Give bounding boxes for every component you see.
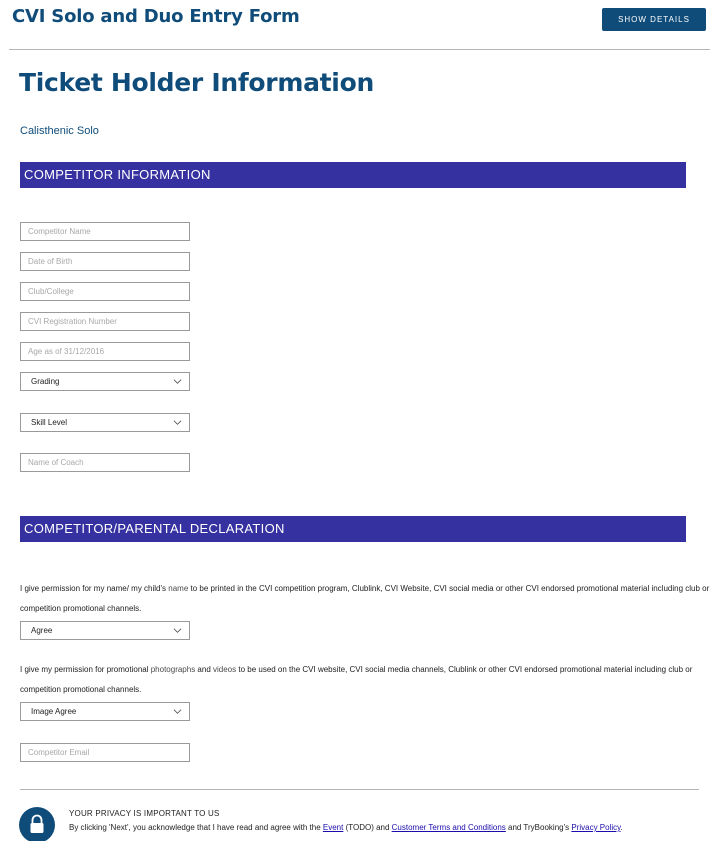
image-permission-photographs: photographs: [150, 665, 196, 674]
chevron-down-icon: [173, 707, 182, 716]
app-title: CVI Solo and Duo Entry Form: [12, 6, 300, 27]
page-title: Ticket Holder Information: [19, 68, 374, 97]
chevron-down-icon: [173, 418, 182, 427]
declaration-header: COMPETITOR/PARENTAL DECLARATION: [20, 516, 686, 542]
name-permission-text: [20, 579, 710, 619]
privacy-text-mid: and TryBooking's: [505, 823, 572, 832]
top-bar: [0, 0, 723, 50]
chevron-down-icon: [173, 377, 182, 386]
event-link[interactable]: Event: [322, 823, 344, 832]
image-permission-pre: I give my permission for promotional: [20, 665, 151, 674]
privacy-text-todo: (TODO) and: [343, 823, 392, 832]
privacy-text-end: .: [620, 823, 623, 832]
competitor-email-input[interactable]: [20, 743, 190, 762]
lock-icon: [19, 807, 55, 841]
name-permission-pre: I give permission for my name/ my child's: [20, 584, 169, 593]
privacy-badge: [19, 807, 55, 841]
skill-level-select[interactable]: [20, 413, 190, 432]
name-permission-highlight: name: [168, 584, 189, 593]
age-input[interactable]: [20, 342, 190, 361]
cvi-registration-input[interactable]: [20, 312, 190, 331]
coach-name-input[interactable]: [20, 453, 190, 472]
image-permission-mid: and: [195, 665, 213, 674]
grading-select[interactable]: [20, 372, 190, 391]
date-of-birth-input[interactable]: [20, 252, 190, 271]
privacy-policy-link[interactable]: Privacy Policy: [571, 823, 621, 832]
club-college-input[interactable]: [20, 282, 190, 301]
competitor-name-input[interactable]: [20, 222, 190, 241]
image-permission-select-value: Image Agree: [31, 707, 77, 716]
image-permission-select[interactable]: [20, 702, 190, 721]
header-divider: [9, 49, 710, 50]
ticket-type-label: Calisthenic Solo: [20, 125, 99, 137]
terms-link[interactable]: Customer Terms and Conditions: [391, 823, 506, 832]
image-permission-post: to be used on the CVI website, CVI social media channels, Clublink or other CVI endorsed promotional material including club or competition promotional channels.: [20, 665, 693, 694]
competitor-information-header: COMPETITOR INFORMATION: [20, 162, 686, 188]
skill-level-select-value: Skill Level: [31, 418, 68, 427]
name-permission-select[interactable]: [20, 621, 190, 640]
name-permission-select-value: Agree: [31, 626, 53, 635]
grading-select-value: Grading: [31, 377, 60, 386]
image-permission-text: [20, 660, 710, 700]
chevron-down-icon: [173, 626, 182, 635]
privacy-notice: [69, 823, 623, 832]
show-details-button[interactable]: SHOW DETAILS: [602, 8, 706, 31]
name-permission-post: to be printed in the CVI competition program, Clublink, CVI Website, CVI social media or other CVI endorsed promotional material including club or competition promotional channels.: [20, 584, 710, 613]
privacy-text-pre: By clicking 'Next', you acknowledge that I have read and agree with the: [69, 823, 323, 832]
image-permission-videos: videos: [213, 665, 237, 674]
privacy-divider: [20, 789, 699, 790]
privacy-title: YOUR PRIVACY IS IMPORTANT TO US: [69, 809, 220, 818]
